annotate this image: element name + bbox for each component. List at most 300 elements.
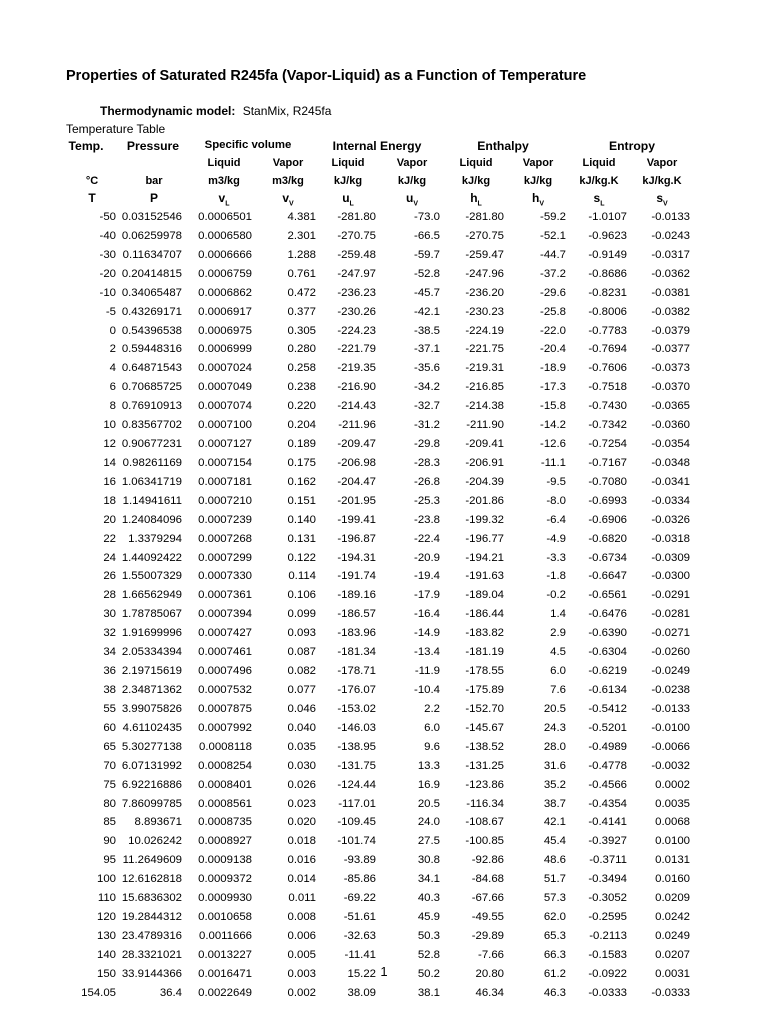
cell-vapor-entropy: -0.0100: [651, 722, 690, 734]
cell-liquid-volume: 0.0007875: [198, 703, 252, 715]
cell-vapor-entropy: -0.0365: [651, 400, 690, 412]
cell-vapor-volume: 0.093: [287, 627, 316, 639]
cell-pressure: 1.66562949: [121, 589, 182, 601]
cell-liquid-volume: 0.0007049: [198, 381, 252, 393]
cell-vapor-volume: 1.288: [287, 249, 316, 261]
cell-vapor-entropy: -0.0341: [651, 476, 690, 488]
cell-vapor-internal-energy: -13.4: [414, 646, 440, 658]
cell-vapor-volume: 0.204: [287, 419, 316, 431]
cell-vapor-enthalpy: -18.9: [540, 362, 566, 374]
model-label: Thermodynamic model:: [100, 104, 236, 118]
cell-liquid-internal-energy: -117.01: [338, 798, 376, 810]
cell-pressure: 36.4: [159, 987, 182, 999]
cell-vapor-volume: 0.082: [287, 665, 316, 677]
cell-vapor-enthalpy: -52.1: [540, 230, 566, 242]
cell-vapor-volume: 0.026: [287, 779, 316, 791]
cell-vapor-volume: 0.011: [288, 892, 316, 904]
cell-liquid-enthalpy: -270.75: [465, 230, 504, 242]
header-enthalpy: Enthalpy: [477, 139, 529, 153]
cell-liquid-internal-energy: -146.03: [337, 722, 376, 734]
cell-vapor-enthalpy: 45.4: [543, 835, 566, 847]
phase-label: Liquid: [459, 157, 493, 169]
cell-pressure: 0.98261169: [122, 457, 182, 469]
cell-liquid-enthalpy: -194.21: [465, 552, 504, 564]
cell-vapor-volume: 0.220: [287, 400, 316, 412]
cell-liquid-internal-energy: -109.45: [337, 816, 376, 828]
cell-temp: 95: [103, 854, 116, 866]
cell-vapor-internal-energy: -42.1: [414, 306, 440, 318]
cell-liquid-entropy: -0.3052: [588, 892, 627, 904]
cell-vapor-entropy: -0.0317: [651, 249, 690, 261]
cell-vapor-volume: 0.305: [287, 325, 316, 337]
cell-liquid-volume: 0.0006759: [198, 268, 252, 280]
cell-vapor-internal-energy: -22.4: [414, 533, 440, 545]
cell-pressure: 7.86099785: [121, 798, 182, 810]
cell-pressure: 0.34065487: [121, 287, 182, 299]
cell-vapor-internal-energy: -17.9: [414, 589, 440, 601]
cell-vapor-internal-energy: 30.8: [417, 854, 440, 866]
cell-liquid-entropy: -0.6219: [588, 665, 627, 677]
cell-liquid-internal-energy: -236.23: [337, 287, 376, 299]
cell-liquid-enthalpy: -67.66: [471, 892, 504, 904]
cell-pressure: 1.14941611: [122, 495, 182, 507]
cell-vapor-enthalpy: 57.3: [543, 892, 566, 904]
cell-temp: 6: [109, 381, 116, 393]
cell-temp: 65: [103, 741, 116, 753]
header-temp: Temp.: [68, 139, 104, 153]
cell-vapor-internal-energy: -34.2: [414, 381, 440, 393]
cell-liquid-entropy: -0.7518: [588, 381, 627, 393]
cell-liquid-enthalpy: -191.63: [465, 570, 504, 582]
unit-label: °C: [85, 175, 99, 187]
cell-vapor-enthalpy: -12.6: [540, 438, 566, 450]
cell-vapor-entropy: 0.0249: [655, 930, 690, 942]
cell-temp: -50: [99, 211, 116, 223]
thermodynamic-model: [100, 104, 331, 118]
cell-temp: 8: [109, 400, 116, 412]
cell-vapor-enthalpy: 66.3: [543, 949, 566, 961]
cell-liquid-enthalpy: -211.90: [466, 419, 504, 431]
cell-vapor-volume: 2.301: [287, 230, 316, 242]
phase-label: Liquid: [331, 157, 365, 169]
cell-vapor-entropy: -0.0309: [651, 552, 690, 564]
cell-pressure: 0.70685725: [121, 381, 182, 393]
cell-vapor-volume: 0.006: [287, 930, 316, 942]
cell-vapor-enthalpy: -15.8: [540, 400, 566, 412]
cell-liquid-enthalpy: -145.67: [465, 722, 504, 734]
cell-vapor-internal-energy: -10.4: [414, 684, 440, 696]
cell-vapor-volume: 0.238: [287, 381, 316, 393]
phase-label: Liquid: [582, 157, 616, 169]
cell-vapor-entropy: 0.0002: [655, 779, 690, 791]
cell-liquid-internal-energy: -51.61: [343, 911, 376, 923]
cell-vapor-enthalpy: -59.2: [540, 211, 566, 223]
cell-vapor-internal-energy: 20.5: [417, 798, 440, 810]
cell-pressure: 1.06341719: [121, 476, 182, 488]
cell-vapor-entropy: -0.0291: [651, 589, 690, 601]
unit-label: kJ/kg.K: [642, 175, 682, 187]
cell-liquid-entropy: -0.4566: [588, 779, 627, 791]
cell-liquid-enthalpy: -131.25: [465, 760, 504, 772]
cell-temp: -30: [99, 249, 116, 261]
cell-pressure: 1.24084096: [121, 514, 182, 526]
symbol-liquid-volume: $v_L$: [218, 191, 230, 208]
cell-vapor-internal-energy: 13.3: [417, 760, 440, 772]
cell-vapor-volume: 0.014: [287, 873, 316, 885]
cell-liquid-internal-energy: -186.57: [337, 608, 376, 620]
cell-liquid-enthalpy: -281.80: [465, 211, 504, 223]
cell-vapor-enthalpy: -44.7: [540, 249, 566, 261]
cell-vapor-entropy: -0.0370: [651, 381, 690, 393]
cell-vapor-volume: 0.020: [287, 816, 316, 828]
cell-temp: 80: [103, 798, 116, 810]
cell-vapor-entropy: -0.0271: [651, 627, 690, 639]
cell-vapor-internal-energy: -14.9: [414, 627, 440, 639]
unit-label: kJ/kg: [333, 175, 363, 187]
cell-liquid-internal-energy: -196.87: [337, 533, 376, 545]
cell-liquid-internal-energy: -219.35: [337, 362, 376, 374]
cell-liquid-internal-energy: -209.47: [337, 438, 376, 450]
cell-liquid-internal-energy: -138.95: [337, 741, 376, 753]
cell-temp: 24: [103, 552, 116, 564]
cell-pressure: 12.6162818: [121, 873, 182, 885]
cell-vapor-enthalpy: 65.3: [543, 930, 566, 942]
cell-vapor-entropy: -0.0238: [651, 684, 690, 696]
cell-vapor-entropy: -0.0334: [651, 495, 690, 507]
cell-vapor-enthalpy: -37.2: [540, 268, 566, 280]
cell-vapor-volume: 0.002: [287, 987, 316, 999]
cell-vapor-internal-energy: 6.0: [424, 722, 440, 734]
cell-vapor-volume: 0.003: [287, 968, 316, 980]
cell-liquid-internal-energy: -176.07: [337, 684, 376, 696]
cell-pressure: 0.76910913: [121, 400, 182, 412]
symbol-vapor-entropy: $s_V$: [656, 191, 668, 208]
cell-pressure: 0.59448316: [121, 343, 182, 355]
cell-liquid-enthalpy: -186.44: [465, 608, 504, 620]
cell-temp: 22: [103, 533, 116, 545]
cell-temp: 2: [109, 343, 116, 355]
cell-liquid-entropy: -0.4778: [588, 760, 627, 772]
cell-pressure: 0.03152546: [121, 211, 182, 223]
cell-vapor-internal-energy: -59.7: [414, 249, 440, 261]
cell-liquid-volume: 0.0007532: [198, 684, 252, 696]
cell-liquid-volume: 0.0007496: [198, 665, 252, 677]
cell-vapor-volume: 0.035: [287, 741, 316, 753]
cell-liquid-internal-energy: -181.34: [337, 646, 376, 658]
cell-liquid-enthalpy: -49.55: [471, 911, 504, 923]
cell-temp: -10: [99, 287, 116, 299]
cell-liquid-entropy: -0.6304: [588, 646, 627, 658]
cell-liquid-volume: 0.0009372: [198, 873, 252, 885]
cell-liquid-entropy: -0.6476: [588, 608, 627, 620]
cell-liquid-internal-energy: -201.95: [337, 495, 376, 507]
phase-label: Vapor: [396, 157, 428, 169]
cell-pressure: 11.2649609: [122, 854, 182, 866]
cell-vapor-volume: 0.008: [287, 911, 316, 923]
cell-pressure: 1.78785067: [121, 608, 182, 620]
cell-vapor-entropy: 0.0100: [655, 835, 690, 847]
cell-liquid-entropy: -0.7694: [588, 343, 627, 355]
cell-vapor-volume: 0.005: [287, 949, 316, 961]
cell-vapor-entropy: -0.0318: [651, 533, 690, 545]
cell-pressure: 0.20414815: [121, 268, 182, 280]
cell-vapor-volume: 0.472: [287, 287, 316, 299]
cell-vapor-entropy: 0.0242: [655, 911, 690, 923]
cell-liquid-volume: 0.0008927: [198, 835, 252, 847]
cell-liquid-entropy: -0.4989: [588, 741, 627, 753]
symbol-vapor-volume: $v_V$: [282, 191, 294, 208]
cell-liquid-volume: 0.0007181: [198, 476, 252, 488]
cell-vapor-internal-energy: -26.8: [414, 476, 440, 488]
cell-liquid-entropy: -0.6734: [588, 552, 627, 564]
cell-liquid-internal-energy: -32.63: [343, 930, 376, 942]
cell-vapor-internal-energy: 27.5: [417, 835, 440, 847]
cell-vapor-volume: 0.151: [287, 495, 316, 507]
symbol-vapor-internal-energy: $u_V$: [405, 191, 418, 208]
cell-liquid-entropy: -0.8686: [588, 268, 627, 280]
cell-pressure: 3.99075826: [121, 703, 182, 715]
cell-vapor-enthalpy: 2.9: [550, 627, 566, 639]
cell-liquid-enthalpy: -247.96: [465, 268, 504, 280]
cell-liquid-enthalpy: -175.89: [465, 684, 504, 696]
cell-vapor-volume: 0.122: [287, 552, 316, 564]
cell-vapor-entropy: 0.0068: [655, 816, 690, 828]
cell-pressure: 0.54396538: [121, 325, 182, 337]
cell-vapor-entropy: -0.0281: [651, 608, 690, 620]
cell-liquid-volume: 0.0007024: [198, 362, 252, 374]
cell-liquid-enthalpy: 46.34: [475, 987, 504, 999]
cell-temp: 154.05: [81, 987, 116, 999]
unit-label: m3/kg: [208, 175, 240, 187]
unit-label: kJ/kg: [461, 175, 491, 187]
cell-temp: 55: [103, 703, 116, 715]
cell-vapor-enthalpy: -9.5: [546, 476, 566, 488]
unit-label: bar: [145, 175, 163, 187]
cell-vapor-volume: 0.106: [287, 589, 316, 601]
cell-vapor-volume: 0.114: [288, 570, 316, 582]
cell-liquid-volume: 0.0007268: [198, 533, 252, 545]
cell-vapor-enthalpy: -29.6: [540, 287, 566, 299]
header-internal-energy: Internal Energy: [332, 139, 422, 153]
phase-label: Liquid: [207, 157, 241, 169]
cell-vapor-internal-energy: 40.3: [417, 892, 440, 904]
cell-liquid-enthalpy: -152.70: [465, 703, 504, 715]
cell-vapor-enthalpy: -20.4: [540, 343, 566, 355]
cell-liquid-internal-energy: -191.74: [337, 570, 376, 582]
cell-vapor-volume: 0.016: [287, 854, 316, 866]
cell-vapor-internal-energy: 24.0: [417, 816, 440, 828]
cell-pressure: 19.2844312: [121, 911, 182, 923]
cell-liquid-internal-energy: 38.09: [347, 987, 376, 999]
symbol-vapor-enthalpy: $h_V$: [531, 191, 544, 208]
cell-liquid-volume: 0.0008401: [198, 779, 252, 791]
cell-liquid-internal-energy: -221.79: [337, 343, 376, 355]
cell-pressure: 2.19715619: [121, 665, 182, 677]
cell-vapor-entropy: -0.0300: [651, 570, 690, 582]
cell-liquid-entropy: -0.7167: [588, 457, 627, 469]
cell-vapor-internal-energy: -35.6: [414, 362, 440, 374]
cell-liquid-enthalpy: -204.39: [465, 476, 504, 488]
cell-liquid-internal-energy: -178.71: [337, 665, 376, 677]
cell-vapor-internal-energy: 38.1: [417, 987, 440, 999]
cell-temp: 60: [103, 722, 116, 734]
cell-vapor-internal-energy: -38.5: [414, 325, 440, 337]
cell-liquid-enthalpy: -100.85: [465, 835, 504, 847]
cell-liquid-internal-energy: -259.48: [337, 249, 376, 261]
cell-vapor-internal-energy: -31.2: [414, 419, 440, 431]
cell-vapor-internal-energy: -11.9: [414, 665, 440, 677]
cell-liquid-entropy: -0.6561: [588, 589, 627, 601]
cell-vapor-enthalpy: 6.0: [550, 665, 566, 677]
cell-vapor-enthalpy: -11.1: [540, 457, 566, 469]
cell-liquid-volume: 0.0007299: [198, 552, 252, 564]
cell-liquid-entropy: -0.8006: [588, 306, 627, 318]
cell-vapor-entropy: -0.0377: [651, 343, 690, 355]
symbol-liquid-internal-energy: $u_L$: [342, 191, 354, 208]
cell-pressure: 0.90677231: [121, 438, 182, 450]
cell-vapor-volume: 0.018: [287, 835, 316, 847]
cell-liquid-entropy: -0.6906: [588, 514, 627, 526]
cell-liquid-enthalpy: -199.32: [465, 514, 504, 526]
cell-vapor-entropy: 0.0035: [655, 798, 690, 810]
cell-pressure: 1.44092422: [121, 552, 182, 564]
page-number: 1: [380, 964, 388, 979]
cell-pressure: 0.06259978: [121, 230, 182, 242]
cell-liquid-entropy: -0.4141: [588, 816, 627, 828]
cell-vapor-entropy: 0.0160: [655, 873, 690, 885]
cell-liquid-entropy: -0.7606: [588, 362, 627, 374]
cell-liquid-entropy: -0.6390: [588, 627, 627, 639]
cell-temp: 18: [103, 495, 116, 507]
cell-liquid-entropy: -0.3711: [589, 854, 627, 866]
cell-liquid-internal-energy: -247.97: [337, 268, 376, 280]
cell-liquid-volume: 0.0007100: [198, 419, 252, 431]
cell-liquid-volume: 0.0007330: [198, 570, 252, 582]
cell-vapor-entropy: -0.0032: [651, 760, 690, 772]
cell-vapor-internal-energy: 50.2: [417, 968, 440, 980]
cell-liquid-entropy: -0.7783: [588, 325, 627, 337]
cell-vapor-entropy: -0.0260: [651, 646, 690, 658]
cell-temp: 0: [109, 325, 116, 337]
cell-liquid-volume: 0.0010658: [198, 911, 252, 923]
cell-liquid-entropy: -1.0107: [588, 211, 627, 223]
cell-liquid-enthalpy: -108.67: [465, 816, 504, 828]
cell-liquid-entropy: -0.6647: [588, 570, 627, 582]
cell-temp: -5: [105, 306, 116, 318]
cell-vapor-entropy: -0.0348: [651, 457, 690, 469]
cell-liquid-internal-energy: 15.22: [347, 968, 376, 980]
cell-vapor-enthalpy: 46.3: [543, 987, 566, 999]
cell-pressure: 1.55007329: [121, 570, 182, 582]
cell-liquid-entropy: -0.0922: [588, 968, 627, 980]
header-entropy: Entropy: [608, 139, 656, 153]
cell-temp: 16: [103, 476, 116, 488]
cell-pressure: 10.026242: [128, 835, 182, 847]
cell-vapor-enthalpy: 35.2: [543, 779, 566, 791]
cell-vapor-internal-energy: -28.3: [414, 457, 440, 469]
cell-temp: 26: [103, 570, 116, 582]
cell-vapor-entropy: -0.0066: [651, 741, 690, 753]
cell-liquid-enthalpy: -221.75: [465, 343, 504, 355]
cell-vapor-internal-energy: 52.8: [417, 949, 440, 961]
cell-temp: 14: [103, 457, 116, 469]
cell-liquid-internal-energy: -85.86: [343, 873, 376, 885]
cell-pressure: 5.30277138: [121, 741, 182, 753]
cell-vapor-internal-energy: 50.3: [417, 930, 440, 942]
cell-vapor-internal-energy: -45.7: [414, 287, 440, 299]
cell-liquid-internal-energy: -270.75: [337, 230, 376, 242]
cell-liquid-internal-energy: -153.02: [337, 703, 376, 715]
cell-vapor-enthalpy: 62.0: [543, 911, 566, 923]
cell-vapor-internal-energy: 16.9: [417, 779, 440, 791]
cell-liquid-volume: 0.0011666: [199, 930, 252, 942]
cell-vapor-enthalpy: 48.6: [543, 854, 566, 866]
cell-temp: 34: [103, 646, 116, 658]
cell-liquid-volume: 0.0016471: [198, 968, 252, 980]
cell-vapor-volume: 0.162: [287, 476, 316, 488]
page-title: Properties of Saturated R245fa (Vapor-Liquid) as a Function of Temperature: [66, 68, 587, 84]
cell-vapor-enthalpy: -1.8: [546, 570, 566, 582]
cell-vapor-entropy: -0.0360: [651, 419, 690, 431]
cell-temp: 110: [97, 892, 116, 904]
cell-liquid-volume: 0.0007154: [198, 457, 252, 469]
cell-liquid-enthalpy: -206.91: [465, 457, 504, 469]
cell-liquid-internal-energy: -194.31: [337, 552, 376, 564]
cell-liquid-enthalpy: 20.80: [475, 968, 504, 980]
cell-vapor-volume: 0.377: [287, 306, 316, 318]
cell-liquid-internal-energy: -101.74: [337, 835, 376, 847]
cell-pressure: 15.6836302: [121, 892, 182, 904]
cell-liquid-entropy: -0.8231: [588, 287, 627, 299]
cell-liquid-internal-energy: -206.98: [337, 457, 376, 469]
cell-pressure: 0.43269171: [121, 306, 182, 318]
cell-liquid-enthalpy: -196.77: [465, 533, 504, 545]
cell-liquid-enthalpy: -123.86: [465, 779, 504, 791]
cell-pressure: 0.64871543: [121, 362, 182, 374]
cell-vapor-volume: 0.761: [287, 268, 316, 280]
cell-vapor-enthalpy: -3.3: [546, 552, 566, 564]
cell-liquid-volume: 0.0022649: [198, 987, 252, 999]
cell-pressure: 2.34871362: [121, 684, 182, 696]
cell-liquid-internal-energy: -69.22: [343, 892, 376, 904]
cell-liquid-volume: 0.0006999: [198, 343, 252, 355]
cell-vapor-volume: 0.040: [287, 722, 316, 734]
cell-liquid-volume: 0.0008118: [199, 741, 252, 753]
cell-liquid-volume: 0.0007427: [198, 627, 252, 639]
cell-vapor-entropy: 0.0209: [655, 892, 690, 904]
cell-vapor-entropy: 0.0031: [655, 968, 690, 980]
cell-vapor-internal-energy: 45.9: [417, 911, 440, 923]
phase-label: Vapor: [646, 157, 678, 169]
cell-liquid-volume: 0.0007074: [198, 400, 252, 412]
cell-temp: 85: [103, 816, 116, 828]
cell-liquid-entropy: -0.6993: [588, 495, 627, 507]
cell-liquid-volume: 0.0006580: [198, 230, 252, 242]
cell-vapor-enthalpy: -22.0: [540, 325, 566, 337]
phase-label: Vapor: [272, 157, 304, 169]
cell-liquid-enthalpy: -84.68: [471, 873, 504, 885]
cell-liquid-internal-energy: -124.44: [337, 779, 376, 791]
table-label: Temperature Table: [66, 122, 166, 136]
cell-liquid-volume: 0.0008254: [198, 760, 252, 772]
cell-pressure: 1.91699996: [121, 627, 182, 639]
cell-vapor-entropy: -0.0382: [651, 306, 690, 318]
cell-liquid-volume: 0.0006501: [198, 211, 252, 223]
cell-temp: -40: [99, 230, 116, 242]
cell-pressure: 2.05334394: [121, 646, 182, 658]
cell-vapor-entropy: -0.0354: [651, 438, 690, 450]
cell-liquid-internal-energy: -224.23: [337, 325, 376, 337]
